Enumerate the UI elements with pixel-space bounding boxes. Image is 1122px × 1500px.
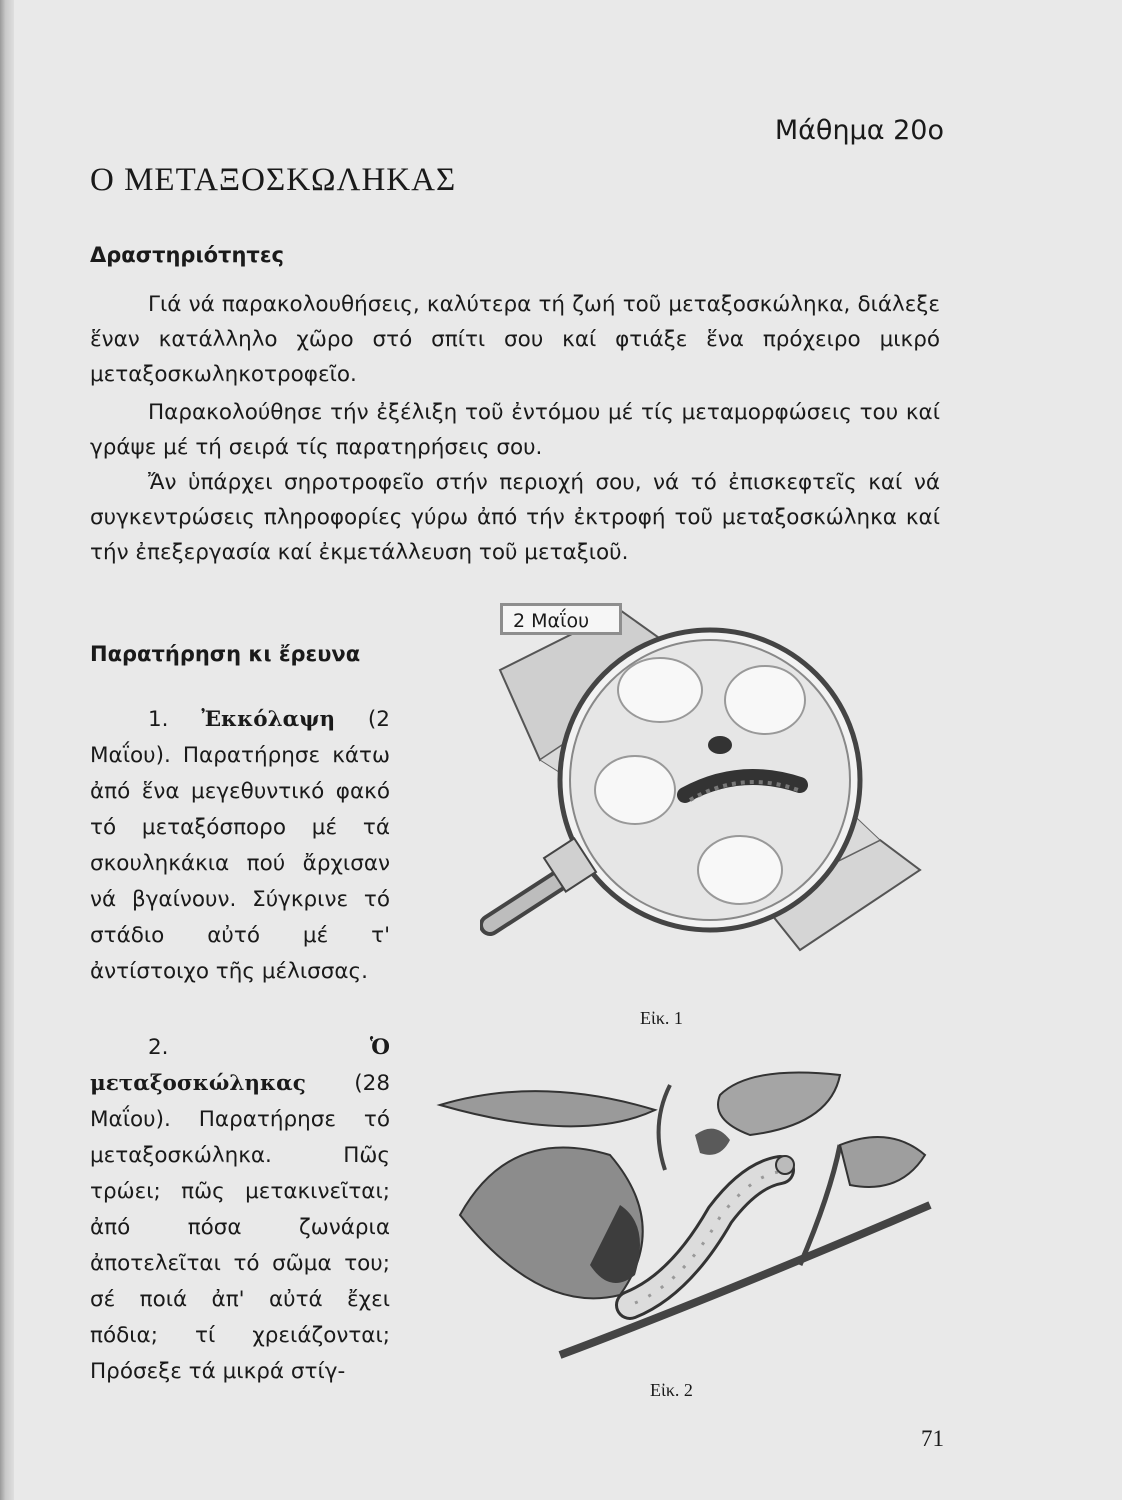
figure-2-silkworm-illustration: [420, 1065, 940, 1370]
figure-1-date-label: 2 Μαΐου: [500, 603, 622, 635]
observation-item-1: [90, 702, 390, 990]
item-1-text: (2 Μαΐου). Παρατήρησε κάτω ἀπό ἕνα μεγεθυντικό φακό τό μεταξόσπορο μέ τά σκουληκάκια πού ἄρχισαν νά βγαίνουν. Σύγκρινε τό στάδιο αὐτό μέ τ' ἀντίστοιχο τῆς μέλισσας.: [90, 707, 390, 984]
page-title: Ο ΜΕΤΑΞΟΣΚΩΛΗΚΑΣ: [90, 162, 457, 198]
activities-heading: Δραστηριότητες: [90, 243, 284, 267]
item-1-term: Ἐκκόλαψη: [201, 707, 336, 732]
lesson-number: Μάθημα 20ο: [774, 115, 944, 146]
activities-paragraph-1: Γιά νά παρακολουθήσεις, καλύτερα τή ζωή τοῦ μεταξοσκώληκα, διάλεξε ἕναν κατάλληλο χῶρο στό σπίτι σου καί φτιάξε ἕνα πρόχειρο μικρό μεταξοσκωληκοτροφεῖο.: [90, 292, 940, 387]
figure-2-caption: Εἰκ. 2: [650, 1380, 693, 1400]
observation-heading: Παρατήρηση κι ἔρευνα: [90, 642, 361, 666]
figure-1-caption: Εἰκ. 1: [640, 1008, 683, 1028]
figure-1-magnifier-illustration: [480, 600, 950, 1000]
activities-paragraph-2: Παρακολούθησε τήν ἐξέλιξη τοῦ ἐντόμου μέ τίς μεταμορφώσεις του καί γράψε μέ τή σειρά τίς παρατηρήσεις σου.: [90, 400, 940, 460]
item-2-text: (28 Μαΐου). Παρατήρησε τό μεταξοσκώληκα. Πῶς τρώει; πῶς μετακινεῖται; ἀπό πόσα ζωνάρια ἀποτελεῖται τό σῶμα του; σέ ποιά ἀπ' αὐτά ἔχει πόδια; τί χρειάζονται; Πρόσεξε τά μικρά στίγ-: [90, 1071, 390, 1384]
activities-paragraph-3: Ἄν ὑπάρχει σηροτροφεῖο στήν περιοχή σου, νά τό ἐπισκεφτεῖς καί νά συγκεντρώσεις πληροφορίες γύρω ἀπό τήν ἐκτροφή τοῦ μεταξοσκώληκα καί τήν ἐπεξεργασία καί ἐκμετάλλευση τοῦ μεταξιοῦ.: [90, 470, 940, 565]
page-number: 71: [921, 1426, 944, 1451]
item-1-number: 1.: [148, 707, 169, 732]
item-2-term: Ὁ μεταξοσκώληκας: [90, 1035, 390, 1096]
book-spine-shadow: [0, 0, 14, 1500]
item-2-number: 2.: [148, 1035, 169, 1060]
observation-item-2: [90, 1030, 390, 1390]
